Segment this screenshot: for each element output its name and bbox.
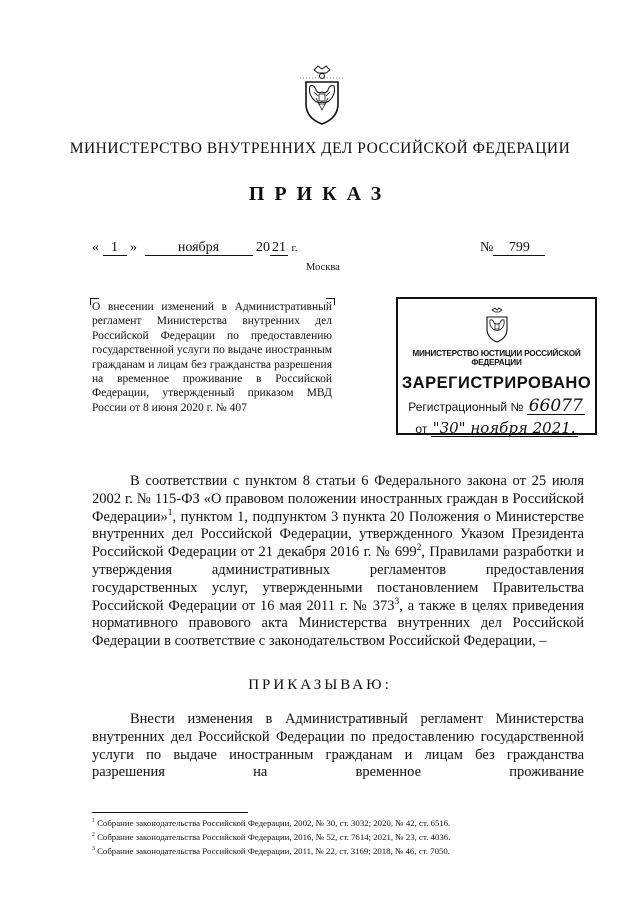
footnote-text: Собрание законодательства Российской Федерации, 2016, № 52, ст. 7614; 2021, № 23, ст. 4036. [97,832,451,842]
footnote [92,830,450,844]
order-date [92,240,298,256]
preamble-part-4: , а также в целях приведения нормативного правового акта Министерства внутренних дел Российской Федерации в соответствие с законодательством Российской Федерации, – [92,597,585,650]
date-year-prefix: 20 [256,240,270,255]
date-year-suffix: 21 [272,240,286,255]
preamble-paragraph [92,473,584,651]
stamp-ministry: МИНИСТЕРСТВО ЮСТИЦИИ РОССИЙСКОЙ ФЕДЕРАЦИИ [412,349,581,367]
footnote-mark: 3 [92,846,95,853]
coat-of-arms-emblem [292,64,352,126]
ministry-title: МИНИСТЕРСТВО ВНУТРЕННИХ ДЕЛ РОССИЙСКОЙ ФЕДЕРАЦИИ [69,140,571,157]
footnote-text: Собрание законодательства Российской Федерации, 2002, № 30, ст. 3032; 2020, № 42, ст. 6516. [97,818,451,828]
stamp-date: "30" ноября 2021. [432,419,576,437]
footnote-ref-3: 3 [394,596,400,607]
orders-heading: ПРИКАЗЫВАЮ: [248,677,392,693]
footnote [92,816,450,830]
footnote-mark: 1 [92,818,95,825]
order-paragraph [92,711,584,782]
preamble-part-3: , Правилами разработки и утверждения административных регламентов предоставления государственных услуг, утвержденными постановлением Правительства Российской Федерации от 16 мая 2011 г. № 373 [92,544,584,614]
order-text: Внести изменения в Административный регламент Министерства внутренних дел Российской Федерации по предоставлению государственной услуги по выдаче иностранным гражданам и лицам без гражданства разрешения на временное проживание [92,711,584,781]
stamp-reg-number-line [398,398,595,415]
footnote-ref-1: 1 [167,507,173,518]
footnote-mark: 2 [92,832,95,839]
date-close-quote: » [130,240,137,255]
footnote-text: Собрание законодательства Российской Федерации, 2011, № 22, ст. 3169; 2018, № 46, ст. 7050. [97,846,451,856]
footnotes [92,816,450,858]
footnote-divider [92,812,248,813]
footnote [92,844,450,858]
date-day: 1 [103,240,127,256]
order-number [480,240,545,256]
number-sign: № [480,240,494,255]
city: Москва [306,262,340,273]
stamp-date-line [398,420,595,437]
stamp-reg-label: Регистрационный № [408,400,524,414]
number-value: 799 [493,240,545,256]
stamp-registered: ЗАРЕГИСТРИРОВАНО [401,374,592,392]
registration-stamp [396,297,597,435]
stamp-emblem-icon [480,307,514,343]
date-month: ноября [145,240,253,256]
order-subject: О внесении изменений в Административный регламент Министерства внутренних дел Российской Федерации по предоставлению государственной услуги по выдаче иностранным гражданам и лицам без гражданства разрешения на временное проживание в Российской Федерации, утвержденный приказом МВД России от 8 июня 2020 г. № 407 [92,301,332,414]
date-year-abbr: г. [291,242,298,254]
preamble-part-2: , пунктом 1, подпунктом 3 пункта 20 Положения о Министерстве внутренних дел Российской Федерации, утвержденного Указом Президента Российской Федерации от 21 декабря 2016 г. № 699 [92,508,584,561]
footnote-ref-2: 2 [416,543,422,554]
stamp-reg-number: 66077 [528,396,583,416]
preamble-part-1: В соответствии с пунктом 8 статьи 6 Федерального закона от 25 июля 2002 г. № 115-ФЗ «О правовом положении иностранных граждан в Российской Федерации» [92,473,584,525]
document-type: ПРИКАЗ [248,183,392,205]
date-open-quote: « [92,240,99,255]
stamp-date-prefix: от [415,422,428,436]
